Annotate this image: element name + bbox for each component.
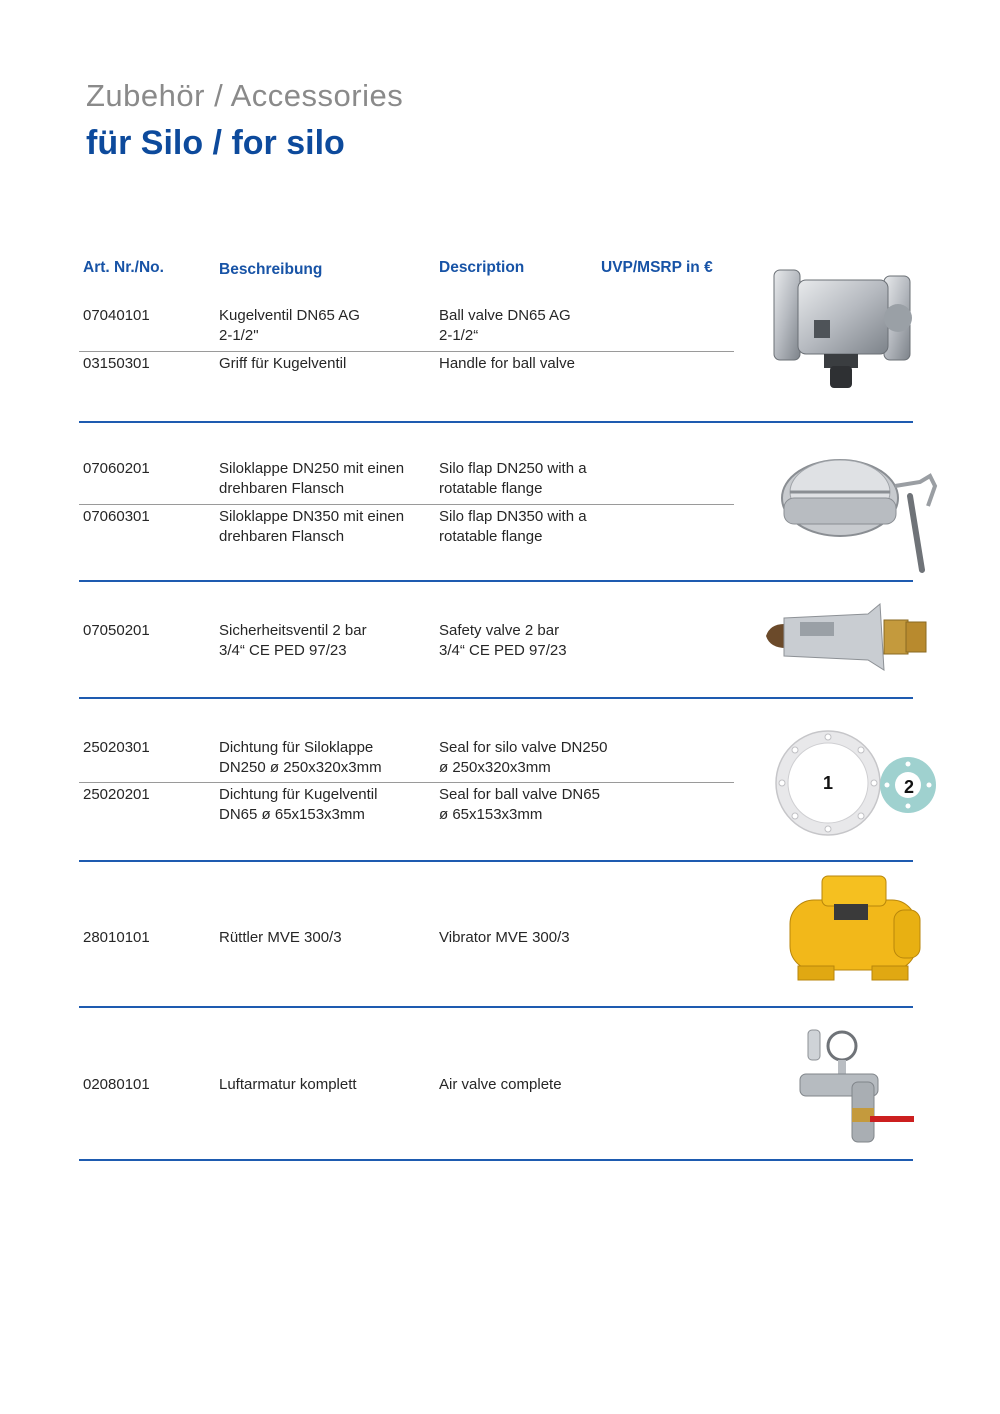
row-beschreibung-line1: Siloklappe DN350 mit einen	[219, 508, 405, 525]
row-beschreibung-line2: 2-1/2"	[219, 327, 259, 344]
ball-valve-image	[772, 262, 912, 397]
row-description-line1: Silo flap DN250 with a	[439, 460, 587, 477]
group-separator	[79, 1159, 913, 1161]
row-beschreibung-line1: Kugelventil DN65 AG	[219, 307, 360, 324]
row-divider	[79, 504, 734, 505]
row-description-line2: rotatable flange	[439, 480, 543, 497]
row-description-line2: ø 65x153x3mm	[439, 806, 543, 823]
row-art-nr: 02080101	[83, 1076, 150, 1093]
row-beschreibung-line2: DN250 ø 250x320x3mm	[219, 759, 382, 776]
row-beschreibung-line2: drehbaren Flansch	[219, 480, 345, 497]
row-description-line1: Seal for silo valve DN250	[439, 739, 608, 756]
row-art-nr: 07050201	[83, 622, 150, 639]
row-description-line1: Vibrator MVE 300/3	[439, 929, 570, 946]
group-separator	[79, 860, 913, 862]
row-art-nr: 25020301	[83, 739, 150, 756]
row-beschreibung-line1: Luftarmatur komplett	[219, 1076, 357, 1093]
safety-valve-image	[760, 600, 930, 672]
column-header-beschreibung: Beschreibung	[219, 261, 323, 278]
seal-label-1: 1	[822, 773, 834, 793]
row-beschreibung-line1: Dichtung für Siloklappe	[219, 739, 374, 756]
row-beschreibung-line2: drehbaren Flansch	[219, 528, 345, 545]
page-title-accessories: Zubehör / Accessories	[86, 78, 404, 113]
row-description-line2: rotatable flange	[439, 528, 543, 545]
row-beschreibung-line1: Sicherheitsventil 2 bar	[219, 622, 367, 639]
row-description-line2: 3/4“ CE PED 97/23	[439, 642, 567, 659]
row-description-line2: 2-1/2“	[439, 327, 479, 344]
group-separator	[79, 697, 913, 699]
row-beschreibung-line1: Rüttler MVE 300/3	[219, 929, 342, 946]
seal-label-2: 2	[903, 777, 915, 797]
silo-flap-image	[780, 446, 940, 576]
row-art-nr: 07040101	[83, 307, 150, 324]
row-divider	[79, 782, 734, 783]
row-beschreibung-line1: Griff für Kugelventil	[219, 355, 347, 372]
row-beschreibung-line2: DN65 ø 65x153x3mm	[219, 806, 365, 823]
row-description-line1: Safety valve 2 bar	[439, 622, 560, 639]
group-separator	[79, 580, 913, 582]
row-divider	[79, 351, 734, 352]
air-valve-image	[794, 1022, 918, 1146]
row-description-line1: Handle for ball valve	[439, 355, 575, 372]
column-header-description: Description	[439, 259, 525, 276]
row-art-nr: 28010101	[83, 929, 150, 946]
row-art-nr: 03150301	[83, 355, 150, 372]
page-subtitle-silo: für Silo / for silo	[86, 124, 345, 162]
vibrator-image	[778, 870, 928, 992]
row-description-line2: ø 250x320x3mm	[439, 759, 551, 776]
row-beschreibung-line1: Siloklappe DN250 mit einen	[219, 460, 405, 477]
group-separator	[79, 1006, 913, 1008]
seals-image	[772, 727, 940, 837]
row-description-line1: Silo flap DN350 with a	[439, 508, 587, 525]
row-beschreibung-line1: Dichtung für Kugelventil	[219, 786, 378, 803]
column-header-price: UVP/MSRP in €	[601, 259, 713, 276]
row-description-line1: Ball valve DN65 AG	[439, 307, 571, 324]
row-beschreibung-line2: 3/4“ CE PED 97/23	[219, 642, 347, 659]
group-separator	[79, 421, 913, 423]
row-description-line1: Seal for ball valve DN65	[439, 786, 600, 803]
column-header-art-nr: Art. Nr./No.	[83, 259, 164, 276]
row-art-nr: 25020201	[83, 786, 150, 803]
row-art-nr: 07060301	[83, 508, 150, 525]
row-art-nr: 07060201	[83, 460, 150, 477]
row-description-line1: Air valve complete	[439, 1076, 562, 1093]
